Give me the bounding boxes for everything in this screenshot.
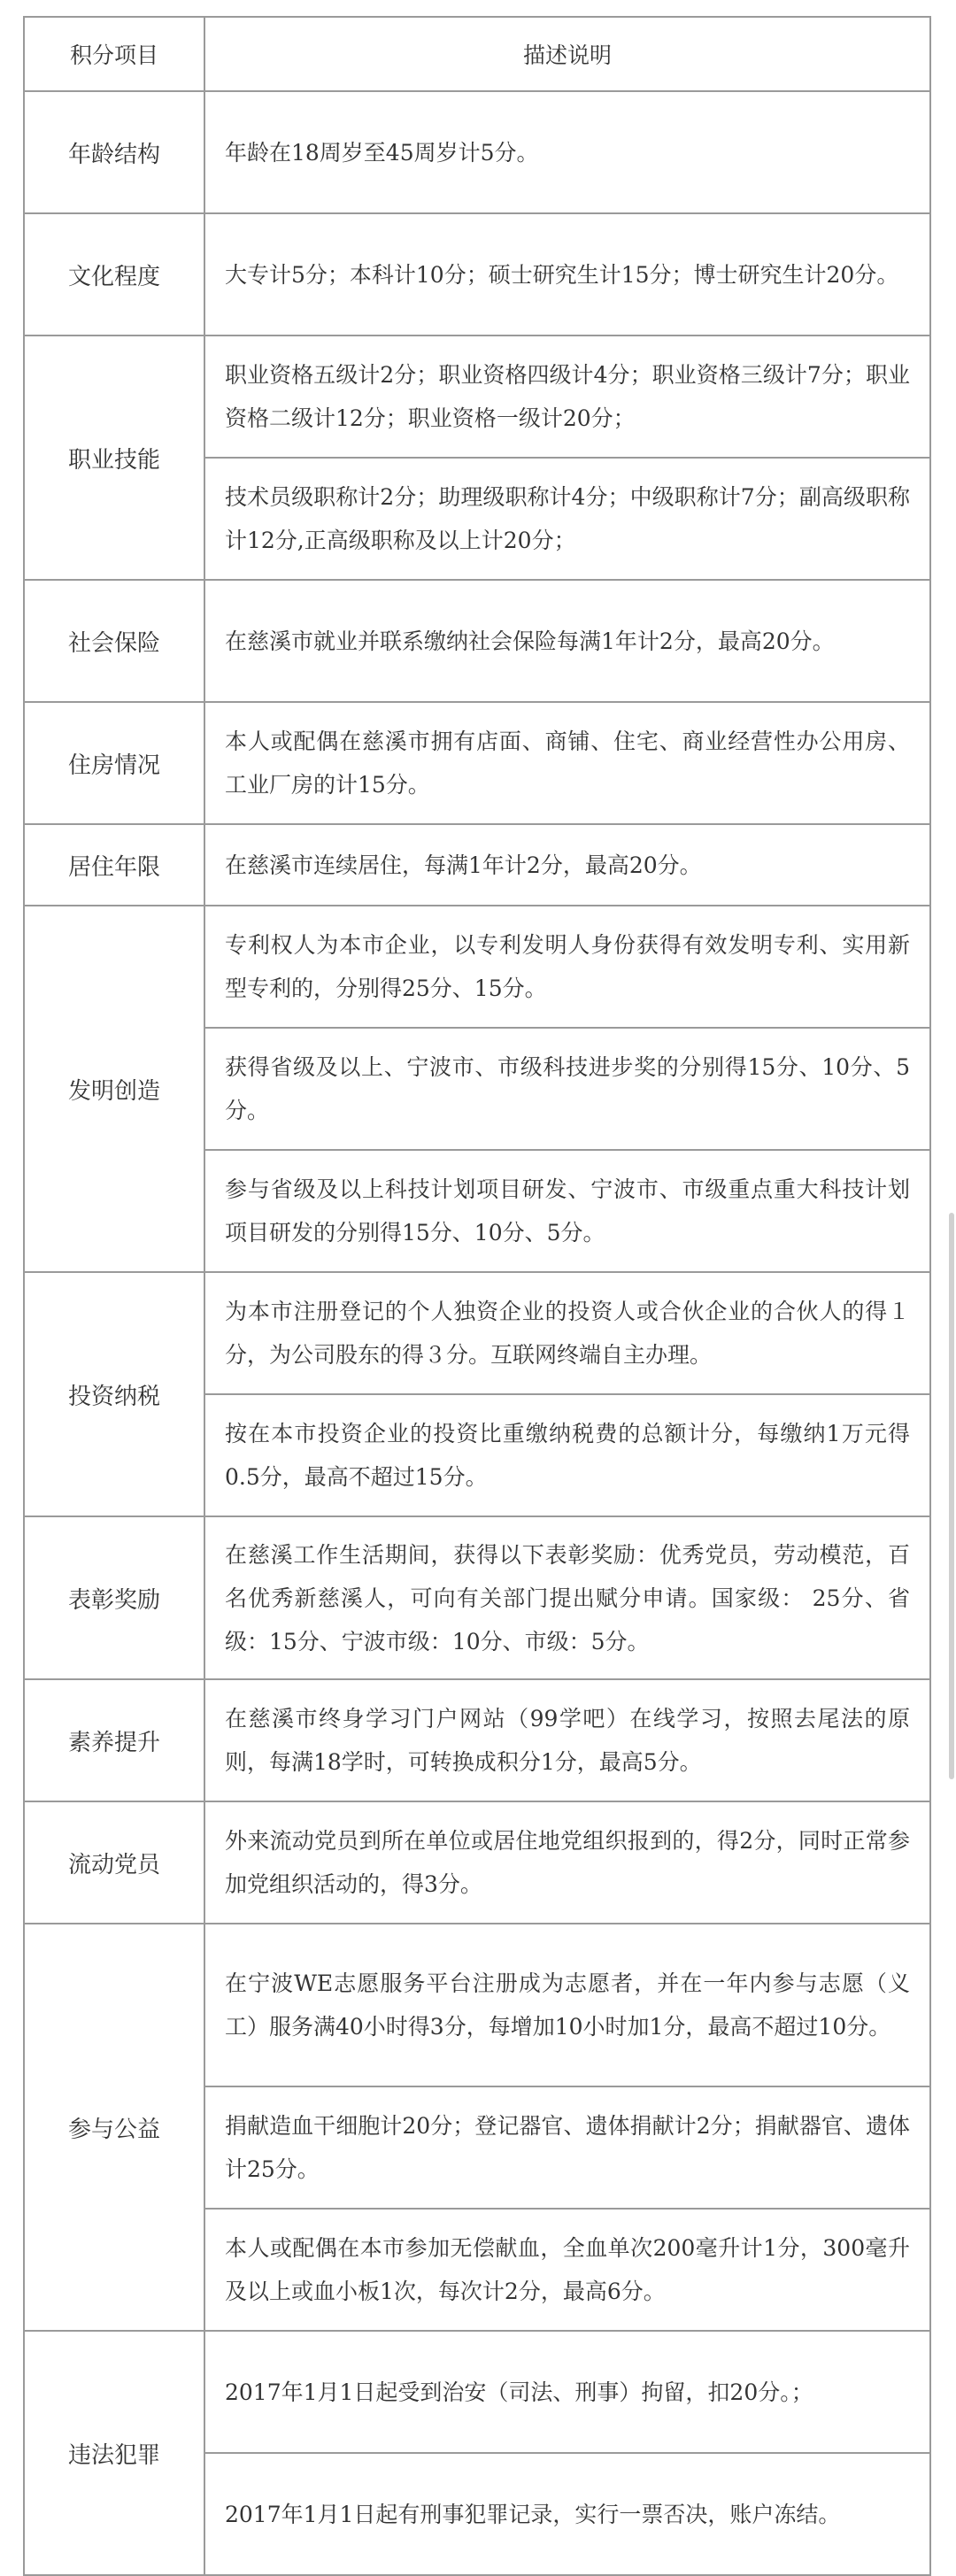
table-row [24, 1924, 930, 2086]
row-description: 本人或配偶在慈溪市拥有店面、商铺、住宅、商业经营性办公用房、工业厂房的计15分。 [204, 702, 930, 824]
row-description: 在宁波WE志愿服务平台注册成为志愿者，并在一年内参与志愿（义工）服务满40小时得3分，每增加10小时加1分，最高不超过10分。 [204, 1924, 930, 2086]
row-description: 捐献造血干细胞计20分；登记器官、遗体捐献计2分；捐献器官、遗体计25分。 [204, 2086, 930, 2209]
table-row [24, 1516, 930, 1679]
row-description: 年龄在18周岁至45周岁计5分。 [204, 91, 930, 213]
row-category: 参与公益 [24, 1924, 204, 2331]
row-description: 获得省级及以上、宁波市、市级科技进步奖的分别得15分、10分、5分。 [204, 1028, 930, 1150]
row-description: 外来流动党员到所在单位或居住地党组织报到的，得2分，同时正常参加党组织活动的，得3分。 [204, 1801, 930, 1924]
row-category: 流动党员 [24, 1801, 204, 1924]
row-description: 本人或配偶在本市参加无偿献血，全血单次200毫升计1分，300毫升及以上或血小板1次，每次计2分，最高6分。 [204, 2209, 930, 2331]
row-description: 为本市注册登记的个人独资企业的投资人或合伙企业的合伙人的得１分，为公司股东的得３分。互联网终端自主办理。 [204, 1272, 930, 1394]
row-category: 职业技能 [24, 335, 204, 580]
table-row [24, 2331, 930, 2453]
table-row [24, 580, 930, 702]
row-description: 专利权人为本市企业，以专利发明人身份获得有效发明专利、实用新型专利的，分别得25分、15分。 [204, 906, 930, 1028]
points-table [23, 16, 931, 2576]
row-description: 职业资格五级计2分；职业资格四级计4分；职业资格三级计7分；职业资格二级计12分；职业资格一级计20分； [204, 335, 930, 458]
row-category: 社会保险 [24, 580, 204, 702]
row-description: 2017年1月1日起有刑事犯罪记录，实行一票否决，账户冻结。 [204, 2453, 930, 2575]
row-description: 在慈溪工作生活期间，获得以下表彰奖励：优秀党员，劳动模范，百名优秀新慈溪人，可向有关部门提出赋分申请。国家级： 25分、省级：15分、宁波市级：10分、市级：5分。 [204, 1516, 930, 1679]
page-scrollbar[interactable] [949, 1213, 954, 1779]
row-category: 表彰奖励 [24, 1516, 204, 1679]
row-description: 参与省级及以上科技计划项目研发、宁波市、市级重点重大科技计划项目研发的分别得15分、10分、5分。 [204, 1150, 930, 1272]
row-description: 按在本市投资企业的投资比重缴纳税费的总额计分，每缴纳1万元得0.5分，最高不超过15分。 [204, 1394, 930, 1516]
row-description: 在慈溪市就业并联系缴纳社会保险每满1年计2分，最高20分。 [204, 580, 930, 702]
row-category: 年龄结构 [24, 91, 204, 213]
row-category: 居住年限 [24, 824, 204, 906]
header-item: 积分项目 [24, 17, 204, 91]
table-row [24, 906, 930, 1028]
row-category: 发明创造 [24, 906, 204, 1272]
row-category: 素养提升 [24, 1679, 204, 1801]
row-category: 违法犯罪 [24, 2331, 204, 2575]
row-description: 大专计5分；本科计10分；硕士研究生计15分；博士研究生计20分。 [204, 213, 930, 335]
row-description: 在慈溪市连续居住，每满1年计2分，最高20分。 [204, 824, 930, 906]
table-row [24, 213, 930, 335]
row-description: 技术员级职称计2分；助理级职称计4分；中级职称计7分；副高级职称计12分,正高级职称及以上计20分； [204, 458, 930, 580]
table-row [24, 1272, 930, 1394]
table-row [24, 824, 930, 906]
row-description: 2017年1月1日起受到治安（司法、刑事）拘留，扣20分。； [204, 2331, 930, 2453]
row-category: 文化程度 [24, 213, 204, 335]
row-category: 投资纳税 [24, 1272, 204, 1516]
table-row [24, 702, 930, 824]
row-category: 住房情况 [24, 702, 204, 824]
table-row [24, 1801, 930, 1924]
row-description: 在慈溪市终身学习门户网站（99学吧）在线学习，按照去尾法的原则，每满18学时，可转换成积分1分，最高5分。 [204, 1679, 930, 1801]
table-header-row [24, 17, 930, 91]
table-row [24, 1679, 930, 1801]
header-description: 描述说明 [204, 17, 930, 91]
table-row [24, 91, 930, 213]
table-row [24, 335, 930, 458]
